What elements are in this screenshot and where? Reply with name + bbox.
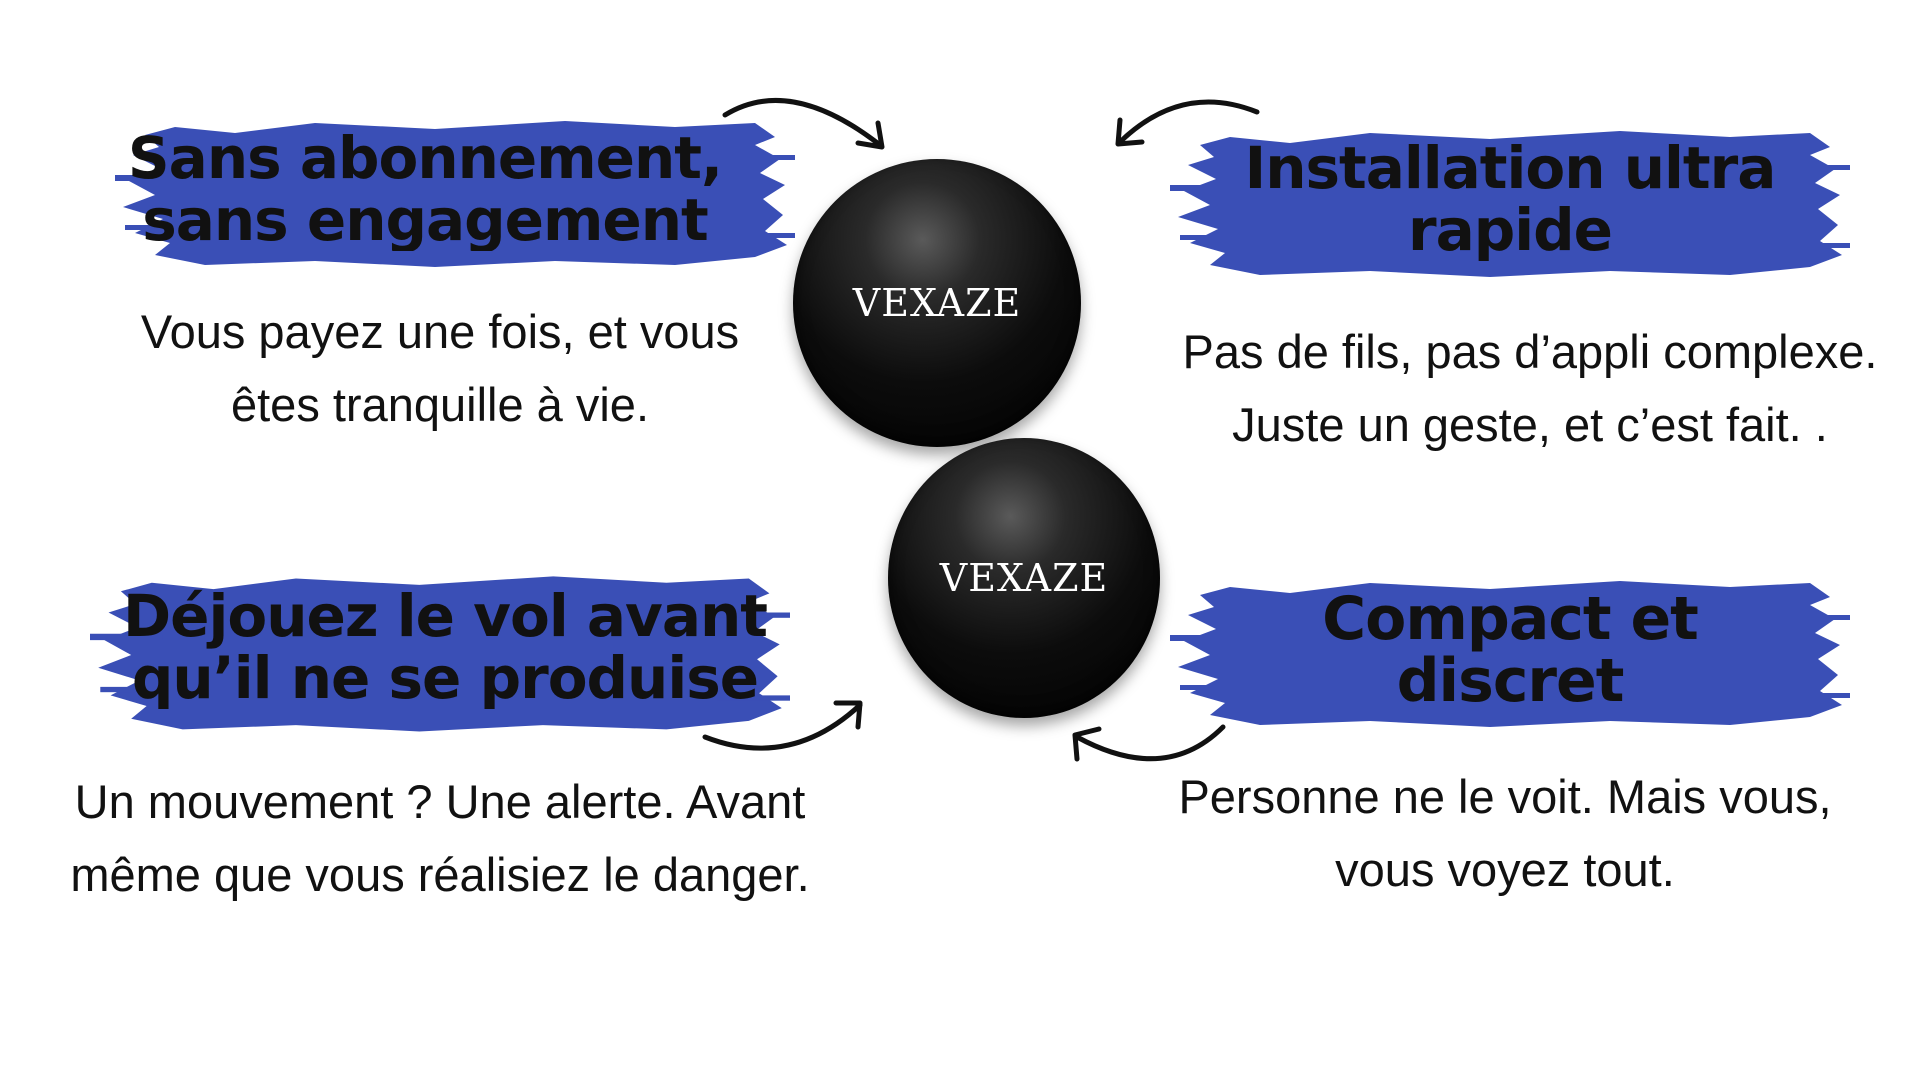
feature-description: Personne ne le voit. Mais vous, vous voyez tout. xyxy=(1178,770,1832,896)
feature-description: Un mouvement ? Une alerte. Avant même que vous réalisiez le danger. xyxy=(70,775,810,901)
feature-description: Pas de fils, pas d’appli complexe. Juste un geste, et c’est fait. . xyxy=(1182,325,1878,451)
curved-arrow-icon xyxy=(720,85,890,160)
vexaze-device-bottom xyxy=(888,438,1160,718)
feature-title: Déjouez le vol avant qu’il ne se produise xyxy=(122,585,768,709)
vexaze-device-top xyxy=(793,159,1081,447)
curved-arrow-icon xyxy=(1065,715,1230,780)
curved-arrow-icon xyxy=(700,695,870,765)
feature-title: Sans abonnement, sans engagement xyxy=(127,127,723,251)
curved-arrow-icon xyxy=(1112,90,1262,160)
feature-title: Compact et discret xyxy=(1322,588,1698,712)
feature-compact-discreet xyxy=(1140,570,1920,920)
feature-fast-install xyxy=(1140,120,1920,470)
feature-description: Vous payez une fois, et vous êtes tranquille à vie. xyxy=(140,305,740,431)
feature-title: Installation ultra rapide xyxy=(1244,137,1776,261)
brand-label: VEXAZE xyxy=(939,556,1109,600)
brand-label: VEXAZE xyxy=(852,281,1022,325)
